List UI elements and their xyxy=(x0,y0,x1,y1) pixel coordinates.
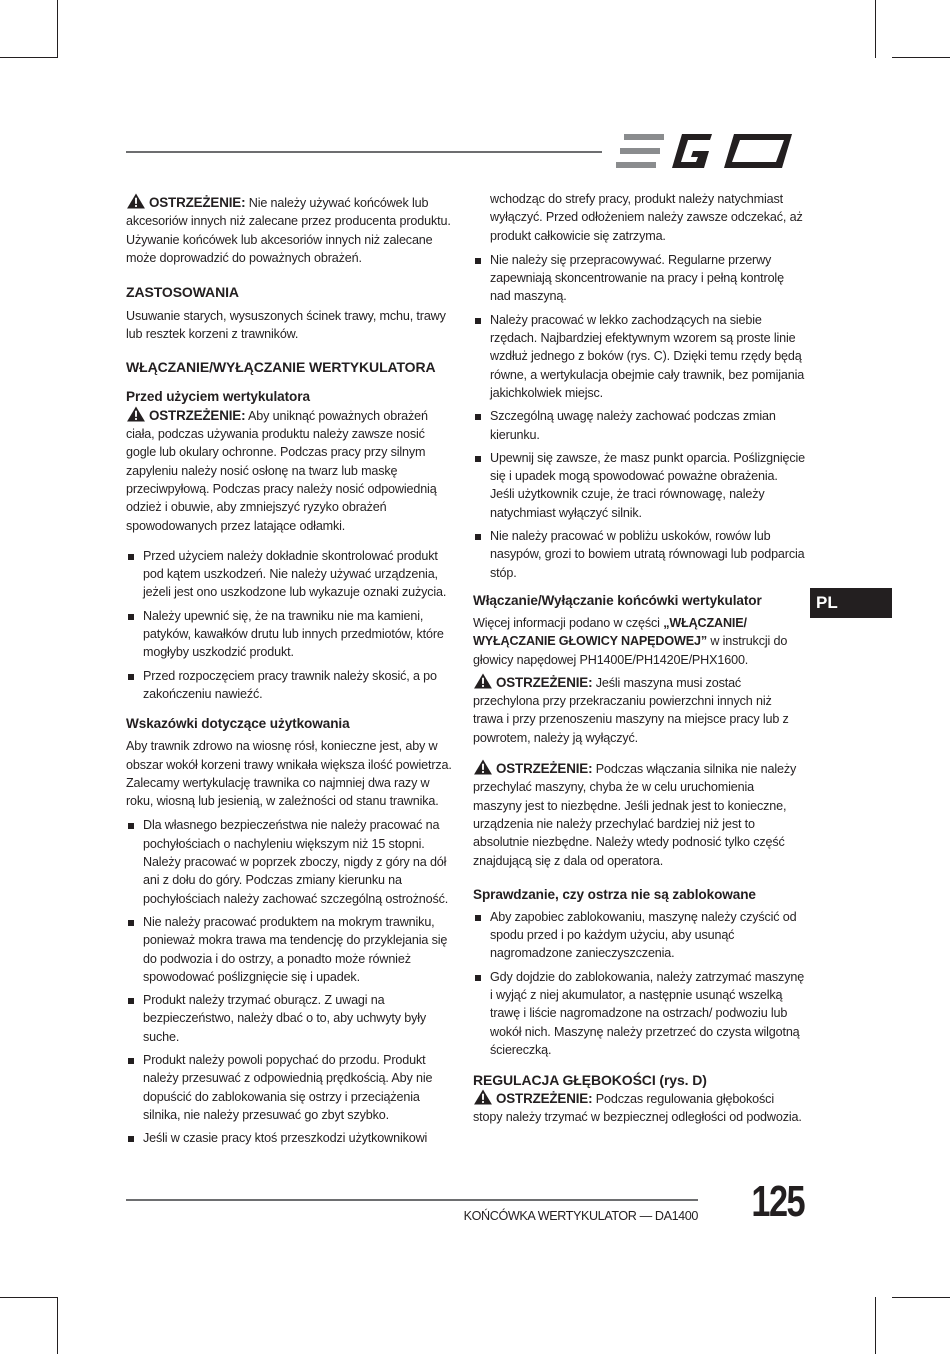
tips-heading: Wskazówki dotyczące użytkowania xyxy=(126,716,350,732)
warning-label: OSTRZEŻENIE: xyxy=(149,407,246,423)
list-item: Szczególną uwagę należy zachować podczas zmian kierunku. xyxy=(473,407,805,444)
left-column xyxy=(126,193,458,1147)
crop-mark xyxy=(0,1297,58,1298)
warning-triangle-icon xyxy=(473,673,493,689)
warning-4 xyxy=(473,759,805,870)
warning-triangle-icon xyxy=(473,1089,493,1105)
footer-rule xyxy=(126,1199,698,1201)
warning-triangle-icon xyxy=(473,759,493,775)
crop-mark xyxy=(875,1297,876,1354)
right-column xyxy=(473,190,805,1127)
warning-triangle-icon xyxy=(126,406,146,422)
list-item: Nie należy się przepracowywać. Regularne przerwy zapewniają skoncentrowanie na pracy i pełną kontrolę nad maszyną. xyxy=(473,251,805,306)
crop-mark xyxy=(0,57,58,58)
warning-2 xyxy=(126,406,458,535)
list-item: Aby zapobiec zablokowaniu, maszynę należy czyścić od spodu przed i po każdym użyciu, aby usunąć nagromadzone zanieczyszczenia. xyxy=(473,908,805,963)
list-item: Jeśli w czasie pracy ktoś przeszkodzi użytkownikowi xyxy=(126,1129,458,1147)
applications-text: Usuwanie starych, wysuszonych ścinek trawy, mchu, trawy lub resztek korzeni z trawników. xyxy=(126,309,446,342)
crop-mark xyxy=(892,1297,950,1298)
warning-triangle-icon xyxy=(126,193,146,209)
tips-text: Aby trawnik zdrowo na wiosnę rósł, konieczne jest, aby w obszar wokół korzeni trawy wnikała większa ilość powietrza. Zalecamy wertykulację trawnika co najmniej dwa razy w roku, wiosną lub jesienią, w zależności od stanu trawnika. xyxy=(126,739,452,809)
warning-text: Podczas regulowania głębokości stopy należy trzymać w bezpiecznej odległości od podwozia. xyxy=(473,1092,802,1125)
list-item: Nie należy pracować produktem na mokrym trawniku, ponieważ mokra trawa ma tendencję do przyklejania się do podwozia i do ostrzy, a ponadto może również spowodować poślizgnięcie się i upadek. xyxy=(126,913,458,986)
list-item: Produkt należy powoli popychać do przodu. Produkt należy przesuwać z odpowiednią prędkością. Aby nie dopuścić do zablokowania się ostrzy i przeciążenia silnika, nie należy przesuwać go zbyt szybko. xyxy=(126,1051,458,1124)
crop-mark xyxy=(57,1297,58,1354)
ego-logo-icon xyxy=(616,130,800,172)
warning-text: Aby uniknąć poważnych obrażeń ciała, podczas używania produktu należy zawsze nosić gogle lub okulary ochronne. Podczas pracy przy silnym zapyleniu należy nosić osłonę na twarz lub maskę przeciwpyłową. Podczas pracy należy nosić odpowiednią odzież i obuwie, aby zmniejszyć ryzyko obrażeń spowodowanych przez latające odłamki. xyxy=(126,408,437,533)
warning-text: Nie należy używać końcówek lub akcesoriów innych niż zalecane przez producenta produktu. Używanie końcówek lub akcesoriów innych niż zalecane może doprowadzić do poważnych obrażeń. xyxy=(126,196,451,265)
continued-text: wchodząc do strefy pracy, produkt należy natychmiast wyłączyć. Przed odłożeniem należy zawsze odczekać, aż produkt całkowicie się zatrzyma. xyxy=(490,192,803,243)
warning-text: Jeśli maszyna musi zostać przechylona przy przekraczaniu powierzchni innych niż trawa i przy przenoszeniu maszyny na miejsce pracy lub z powrotem, należy ją wyłączyć. xyxy=(473,675,789,745)
blades-list xyxy=(473,908,805,1059)
depth-heading: REGULACJA GŁĘBOKOŚCI (rys. D) xyxy=(473,1072,707,1089)
blades-heading: Sprawdzanie, czy ostrza nie są zablokowane xyxy=(473,886,756,902)
attachment-text-before: Więcej informacji podano w części xyxy=(473,615,664,630)
before-use-heading: Przed użyciem wertykulatora xyxy=(126,388,310,404)
list-item: Dla własnego bezpieczeństwa nie należy pracować na pochyłościach o nachyleniu większym niż 15 stopni. Należy pracować w poprzek zboczy, nigdy z góry na dół ani z dołu do góry. Podczas zmiany kierunku na pochyłościach należy zachować szczególną ostrożność. xyxy=(126,816,458,907)
page-number: 125 xyxy=(751,1177,804,1226)
warning-text: Podczas włączania silnika nie należy przechylać maszyny, chyba że w celu uruchomienia maszyny jest to niezbędne. Jeśli jednak jest to konieczne, urządzenia nie należy przechylać bardziej niż jest to absolutnie niezbędne. Należy wtedy podnosić tylko część znajdującą się z dala od operatora. xyxy=(473,762,797,868)
list-item: Upewnij się zawsze, że masz punkt oparcia. Poślizgnięcie się i upadek mogą spowodować poważne obrażenia. Jeśli użytkownik czuje, że traci równowagę, należy natychmiast wyłączyć silnik. xyxy=(473,449,805,522)
warning-1 xyxy=(126,193,458,267)
attachment-text-after: w instrukcji do głowicy napędowej PH1400E/PH1420E/PHX1600. xyxy=(473,634,788,667)
list-item: Należy upewnić się, że na trawniku nie ma kamieni, patyków, kawałków drutu lub innych przedmiotów, które mogłyby uszkodzić produkt. xyxy=(126,607,458,662)
attachment-heading: Włączanie/Wyłączanie końcówki wertykulator xyxy=(473,592,762,608)
onoff-heading: WŁĄCZANIE/WYŁĄCZANIE WERTYKULATORA xyxy=(126,358,436,375)
applications-heading: ZASTOSOWANIA xyxy=(126,284,239,301)
list-item: Przed użyciem należy dokładnie skontrolować produkt pod kątem uszkodzeń. Nie należy używać urządzenia, jeżeli jest ono uszkodzone lub wykazuje oznaki zużycia. xyxy=(126,547,458,602)
list-item: Nie należy pracować w pobliżu uskoków, rowów lub nasypów, grozi to bowiem utratą równowagi lub podparcia stóp. xyxy=(473,527,805,582)
footer-text: KOŃCÓWKA WERTYKULATOR — DA1400 xyxy=(463,1209,698,1223)
language-tab: PL xyxy=(810,588,892,618)
list-item: Należy pracować w lekko zachodzących na siebie rzędach. Najbardziej efektywnym wzorem są proste linie wzdłuż jednego z boków (rys. C). Dzięki temu rzędy będą równe, a wertykulacja obejmie cały trawnik, bez pomijania jakichkolwiek miejsc. xyxy=(473,311,805,402)
crop-mark xyxy=(892,57,950,58)
before-use-list xyxy=(126,547,458,703)
warning-label: OSTRZEŻENIE: xyxy=(496,674,593,690)
list-item: Gdy dojdzie do zablokowania, należy zatrzymać maszynę i wyjąć z niej akumulator, a następnie usunąć wszelką trawę i liście nagromadzone na ostrzach/ podwoziu lub wokół nich. Maszynę należy przetrzeć do czysta wilgotną ściereczką. xyxy=(473,968,805,1059)
header-rule xyxy=(126,151,602,153)
work-list xyxy=(473,251,805,582)
warning-3 xyxy=(473,673,805,747)
warning-label: OSTRZEŻENIE: xyxy=(149,195,246,210)
tips-list xyxy=(126,816,458,1147)
warning-label: OSTRZEŻENIE: xyxy=(496,761,593,777)
list-item: Produkt należy trzymać oburącz. Z uwagi na bezpieczeństwo, należy dbać o to, aby uchwyty były suche. xyxy=(126,991,458,1046)
warning-5 xyxy=(473,1089,805,1127)
warning-label: OSTRZEŻENIE: xyxy=(496,1091,593,1107)
list-item: Przed rozpoczęciem pracy trawnik należy skosić, a po zakończeniu nawieźć. xyxy=(126,667,458,704)
crop-mark xyxy=(875,0,876,58)
attachment-text xyxy=(473,614,805,669)
crop-mark xyxy=(57,0,58,58)
attachment-text-bold: „WŁĄCZANIE/ WYŁĄCZANIE GŁOWICY NAPĘDOWEJ” xyxy=(473,615,747,649)
